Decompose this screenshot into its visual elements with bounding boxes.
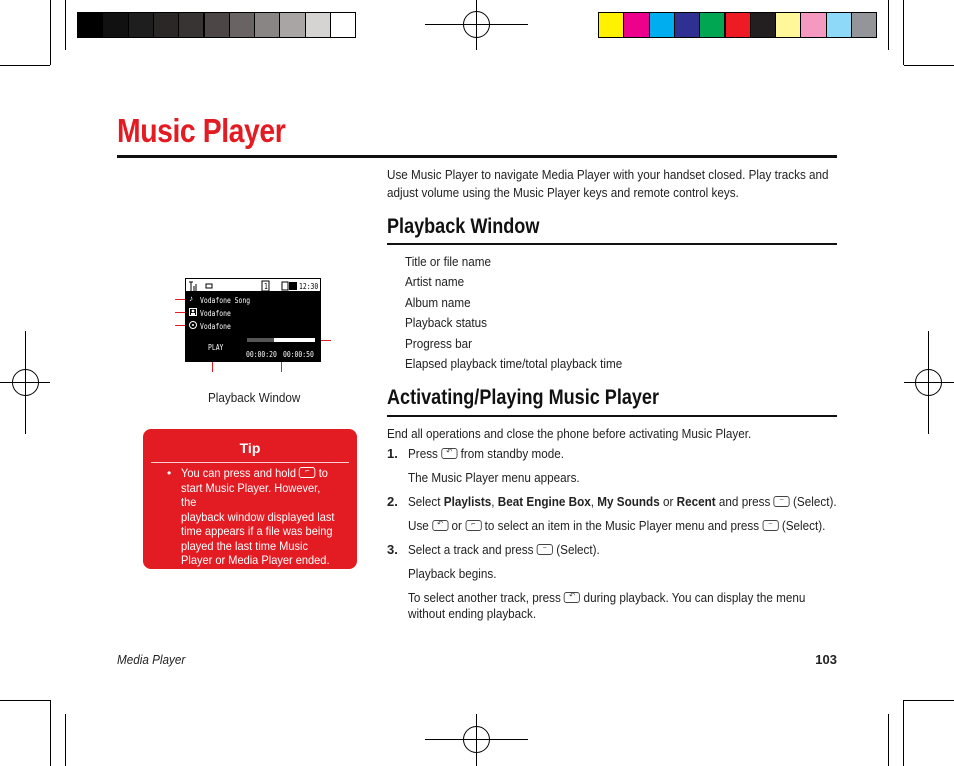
activating-intro: End all operations and close the phone before activating Music Player. [387, 426, 752, 441]
activating-divider [387, 415, 837, 417]
list-item: Album name [405, 295, 471, 310]
step-3-note-line-2: without ending playback. [408, 606, 537, 621]
color-swatch [204, 12, 230, 38]
color-swatch [725, 12, 751, 38]
tip-text: You can press and hold ⌐ to start Music Player. However, the playback window displayed last time appears if a file was being played the last time Music Player or Media Player ended. [181, 466, 335, 567]
color-swatch [750, 12, 776, 38]
page-title: Music Player [117, 112, 286, 149]
color-swatch [826, 12, 852, 38]
clock: 12:30 [299, 282, 319, 291]
list-item: Artist name [405, 274, 465, 289]
album-icon [189, 321, 197, 329]
playback-window-heading: Playback Window [387, 215, 540, 238]
album-name: Vodafone [200, 322, 231, 331]
page-number: 103 [815, 652, 837, 667]
playback-window-screen [185, 278, 321, 362]
color-swatch [649, 12, 675, 38]
color-swatch [775, 12, 801, 38]
color-swatch [598, 12, 624, 38]
list-item: Progress bar [405, 336, 472, 351]
end-key-icon: ⌐ [299, 467, 316, 478]
color-swatch [128, 12, 154, 38]
back-key-icon: ↶ [441, 448, 457, 459]
back-key-icon: ↶ [432, 520, 448, 531]
intro-line-1: Use Music Player to navigate Media Player with your handset closed. Play tracks and [387, 167, 829, 182]
total-time: 00:00:50 [283, 350, 314, 359]
intro-text [387, 166, 829, 202]
figure-caption: Playback Window [208, 390, 301, 405]
select-key-icon: ⎯ [774, 496, 790, 507]
step-number: 2. [387, 494, 398, 509]
progress-bar [247, 338, 315, 342]
color-swatch [254, 12, 280, 38]
playback-status: PLAY [208, 343, 224, 352]
color-swatch [699, 12, 725, 38]
color-swatch [330, 12, 356, 38]
tip-bullet: • [167, 466, 172, 480]
select-key-icon: ⎯ [537, 544, 553, 555]
color-swatch [623, 12, 649, 38]
color-swatch [851, 12, 877, 38]
artist-icon [189, 308, 197, 316]
title-divider [117, 155, 837, 158]
progress-bar-fill [247, 338, 274, 342]
color-swatch [77, 12, 103, 38]
step-2-detail: Use ↶ or ⌐ to select an item in the Music Player menu and press ⎯ (Select). [408, 518, 826, 533]
color-swatch [178, 12, 204, 38]
song-title: Vodafone Song [200, 296, 251, 305]
back-key-icon: ↶ [564, 592, 580, 603]
list-item: Elapsed playback time/total playback time [405, 356, 623, 371]
color-swatch [229, 12, 255, 38]
list-item: Title or file name [405, 254, 492, 269]
tip-divider [151, 462, 349, 463]
color-swatch [153, 12, 179, 38]
elapsed-time: 00:00:20 [246, 350, 277, 359]
music-note-icon: ♪ [189, 294, 193, 303]
color-swatch [674, 12, 700, 38]
color-swatch [279, 12, 305, 38]
step-number: 1. [387, 446, 398, 461]
tip-title: Tip [239, 440, 261, 456]
tip-box [143, 429, 357, 569]
end-key-icon: ⌐ [465, 520, 481, 531]
step-1-result: The Music Player menu appears. [408, 470, 580, 485]
step-3-result: Playback begins. [408, 566, 497, 581]
status-bar [185, 278, 321, 292]
footer-section-name: Media Player [117, 652, 186, 667]
intro-line-2: adjust volume using the Music Player keys and remote control keys. [387, 185, 739, 200]
step-1-text: Press ↶ from standby mode. [408, 446, 565, 461]
color-swatch [305, 12, 331, 38]
color-swatch [800, 12, 826, 38]
color-swatch [102, 12, 128, 38]
playback-window-divider [387, 243, 837, 245]
step-2-text: Select Playlists, Beat Engine Box, My Sounds or Recent and press ⎯ (Select). [408, 494, 837, 509]
artist-name: Vodafone [200, 309, 231, 318]
line-number: 1 [264, 282, 268, 291]
step-number: 3. [387, 542, 398, 557]
list-item: Playback status [405, 315, 487, 330]
step-3-text: Select a track and press ⎯ (Select). [408, 542, 600, 557]
step-3-note: To select another track, press ↶ during playback. You can display the menu [408, 590, 806, 605]
select-key-icon: ⎯ [762, 520, 778, 531]
activating-heading: Activating/Playing Music Player [387, 386, 660, 409]
